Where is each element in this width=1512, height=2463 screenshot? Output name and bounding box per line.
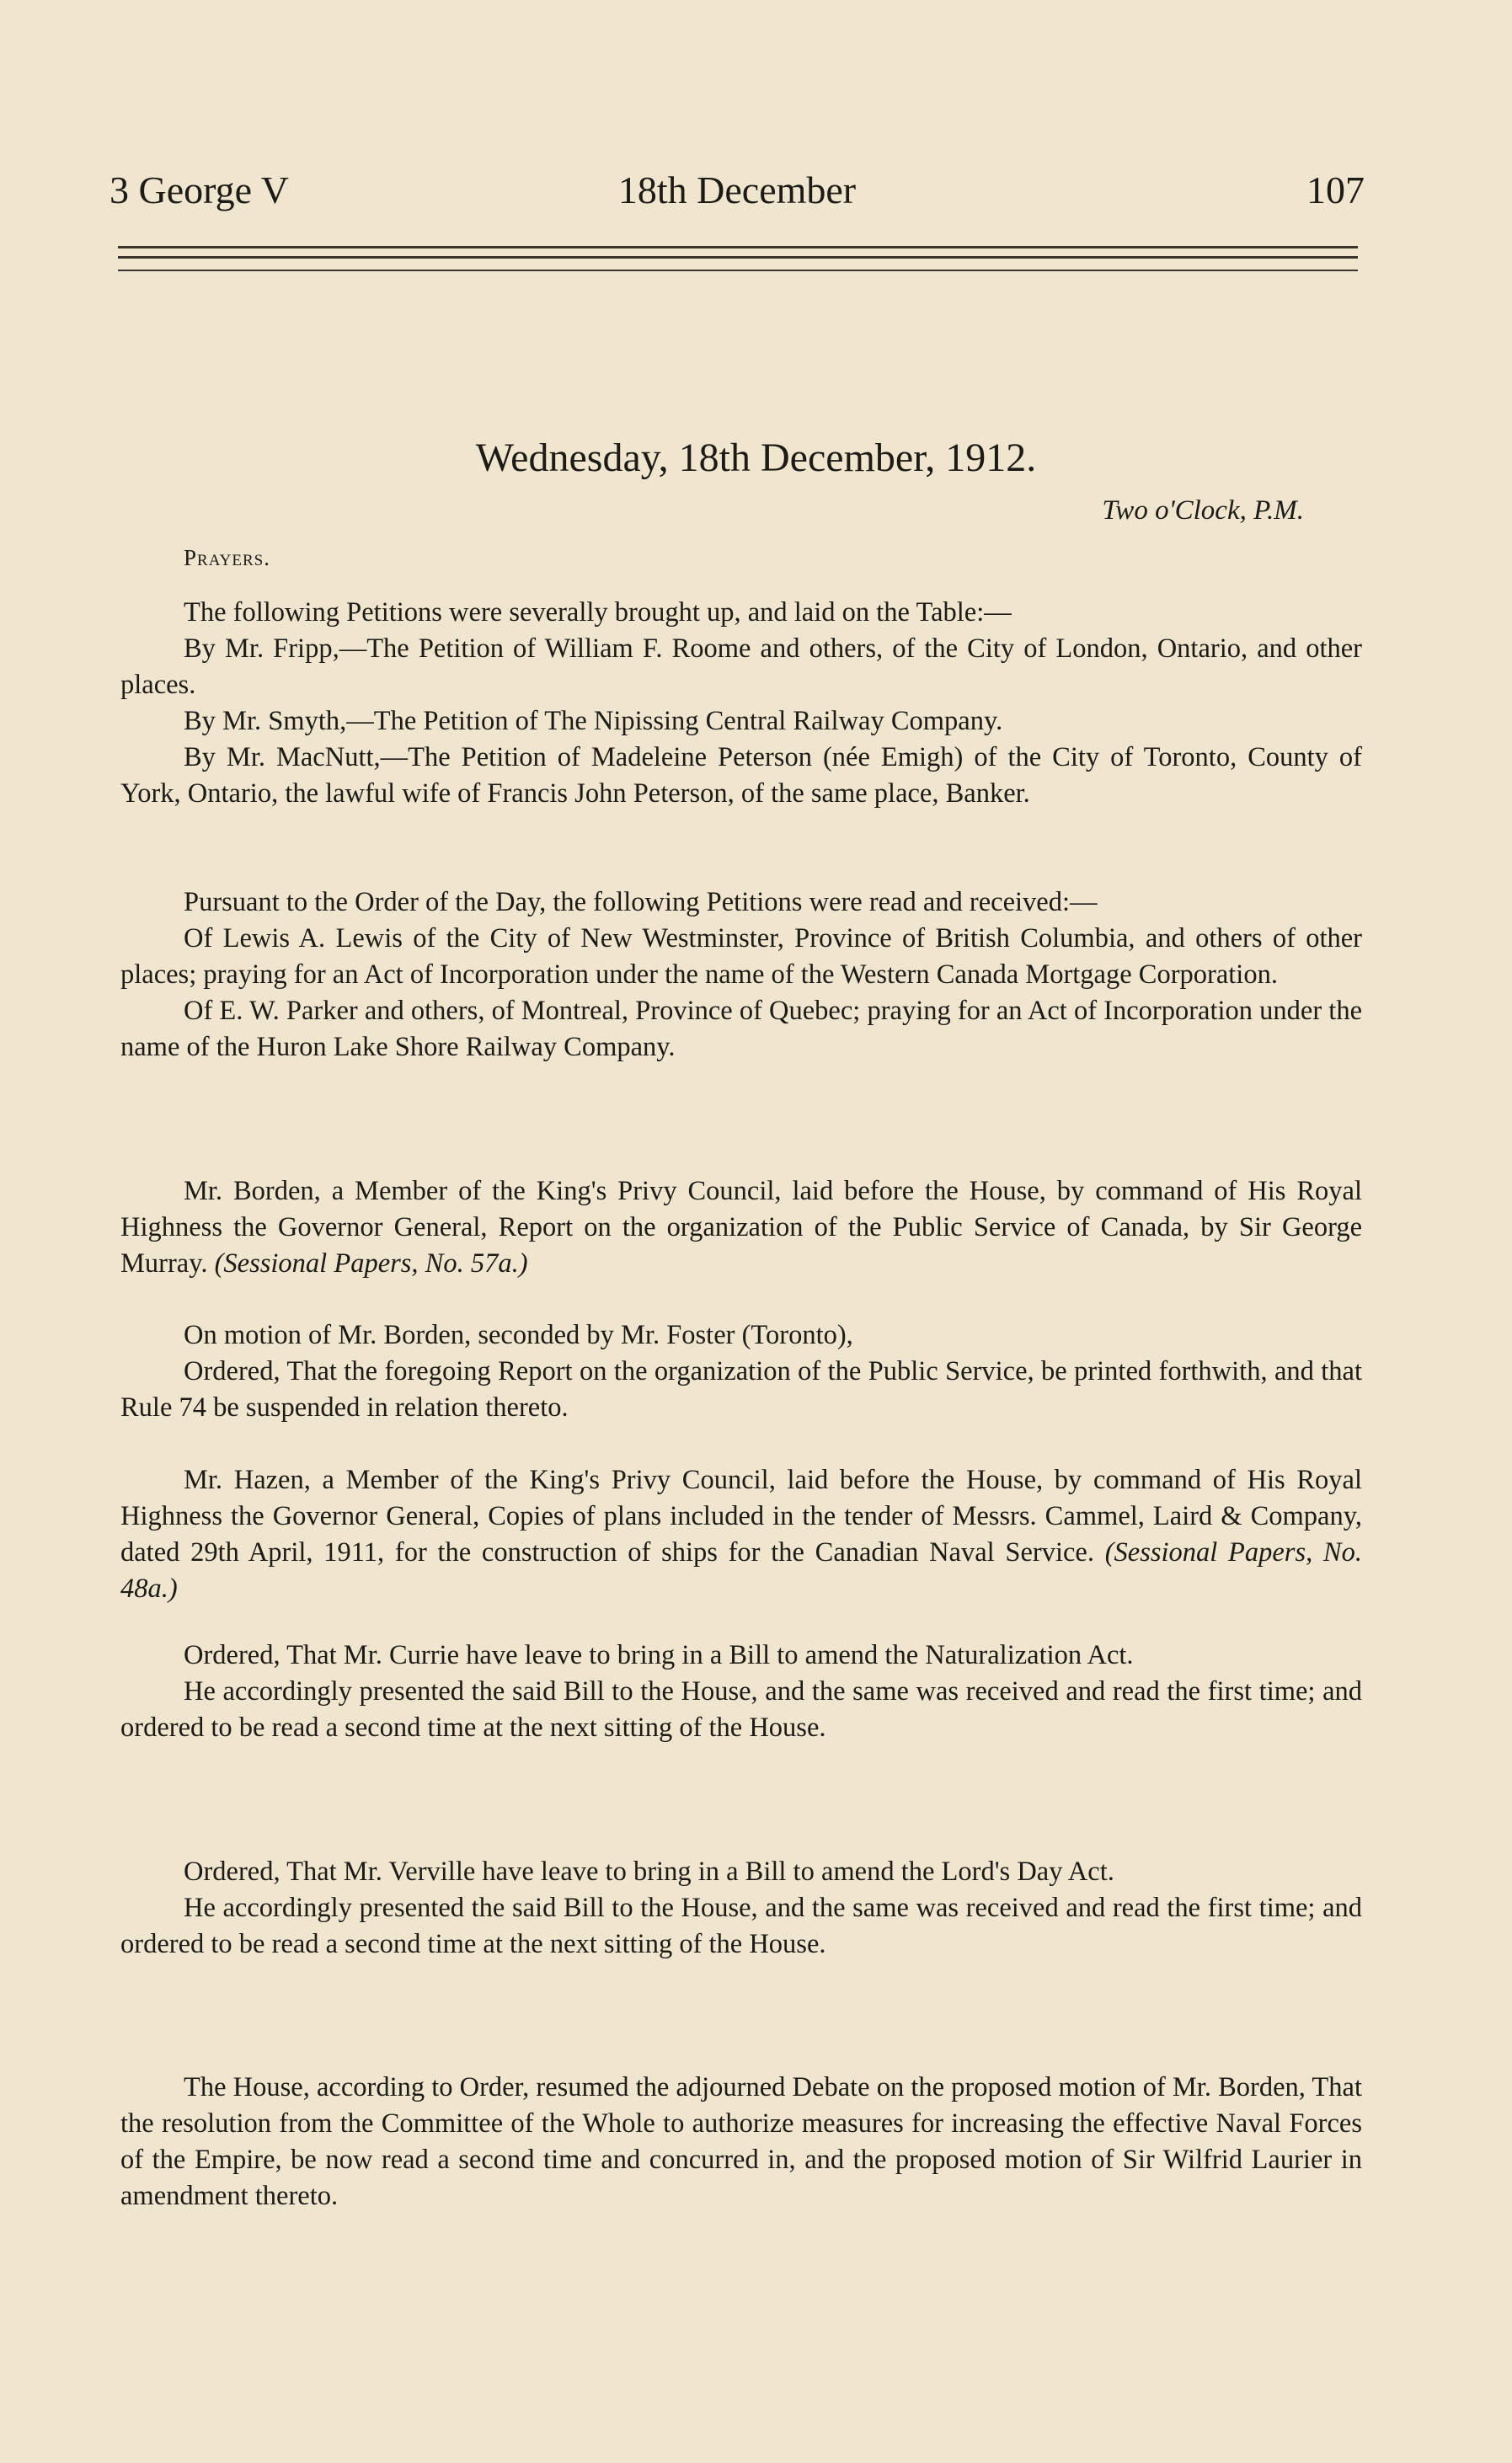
paragraph: Ordered, That the foregoing Report on the organization of the Public Service, be printed forthwith, and that Rule 74 be suspended in relation thereto. [120, 1356, 1362, 1423]
paragraph [120, 1173, 1362, 1282]
sitting-time: Two o'Clock, P.M. [1102, 495, 1304, 526]
paragraph: By Mr. Fripp,—The Petition of William F. Roome and others, of the City of London, Ontario, and other places. [120, 633, 1362, 700]
regnal-year: 3 George V [110, 168, 289, 211]
header-rule [118, 246, 1358, 248]
paragraph: On motion of Mr. Borden, seconded by Mr. Foster (Toronto), [184, 1320, 853, 1350]
paragraph [120, 1462, 1362, 1607]
naturalization-bill [120, 1638, 1362, 1746]
running-date: 18th December [617, 168, 857, 211]
paragraph: He accordingly presented the said Bill to the House, and the same was received and read the first time; and ordered to be read a second time at the next sitting of the House. [120, 1893, 1362, 1959]
paragraph: Pursuant to the Order of the Day, the following Petitions were read and received:— [184, 887, 1098, 917]
running-head [110, 165, 1365, 216]
header-rule [118, 256, 1358, 259]
paragraph: The House, according to Order, resumed the adjourned Debate on the proposed motion of Mr. Borden, That the resolution from the Committee of the Whole to authorize measures for increasing the effective Naval Forces of the Empire, be now read a second time and concurred in, and the proposed motion of Sir Wilfrid Laurier in amendment thereto. [120, 2072, 1362, 2211]
naval-debate [120, 2070, 1362, 2215]
paragraph-text: Mr. Hazen, a Member of the King's Privy Council, laid before the House, by command of His Royal Highness the Governor General, Copies of plans included in the tender of Messrs. Cammel, Laird & Company, dated 29th April, 1911, for the construction of ships for the Canadian Naval Service. [120, 1465, 1362, 1568]
paragraph: He accordingly presented the said Bill to the House, and the same was received and read the first time; and ordered to be read a second time at the next sitting of the House. [120, 1676, 1362, 1743]
prayers-label: Prayers. [184, 545, 270, 570]
petitions-received [120, 884, 1362, 1066]
paragraph: By Mr. Smyth,—The Petition of The Nipissing Central Railway Company. [184, 706, 1003, 736]
sitting-date-heading: Wednesday, 18th December, 1912. [475, 435, 1037, 480]
hazen-plans [120, 1462, 1362, 1607]
petitions-presented [120, 595, 1362, 812]
paragraph: Ordered, That Mr. Verville have leave to bring in a Bill to amend the Lord's Day Act. [184, 1857, 1114, 1887]
borden-report [120, 1173, 1362, 1282]
paragraph-text: Mr. Borden, a Member of the King's Privy Council, laid before the House, by command of His Royal Highness the Governor General, Report on the organization of the Public Service of Canada, by Sir George Murray. [120, 1176, 1362, 1279]
paragraph: The following Petitions were severally brought up, and laid on the Table:— [184, 597, 1012, 628]
header-rule [118, 270, 1358, 271]
sessional-paper-ref: (Sessional Papers, No. 48a.) [120, 1537, 1362, 1604]
page-number: 107 [1306, 168, 1365, 211]
paragraph: Of Lewis A. Lewis of the City of New Westminster, Province of British Columbia, and others of other places; praying for an Act of Incorporation under the name of the Western Canada Mortgage Corporation. [120, 923, 1362, 990]
printing-motion [120, 1317, 1362, 1426]
paragraph: Of E. W. Parker and others, of Montreal, Province of Quebec; praying for an Act of Incorporation under the name of the Huron Lake Shore Railway Company. [120, 996, 1362, 1062]
lords-day-bill [120, 1854, 1362, 1963]
paragraph: Ordered, That Mr. Currie have leave to bring in a Bill to amend the Naturalization Act. [184, 1640, 1134, 1670]
sessional-paper-ref: (Sessional Papers, No. 57a.) [214, 1248, 528, 1279]
paragraph: By Mr. MacNutt,—The Petition of Madeleine Peterson (née Emigh) of the City of Toronto, County of York, Ontario, the lawful wife of Francis John Peterson, of the same place, Banker. [120, 742, 1362, 809]
